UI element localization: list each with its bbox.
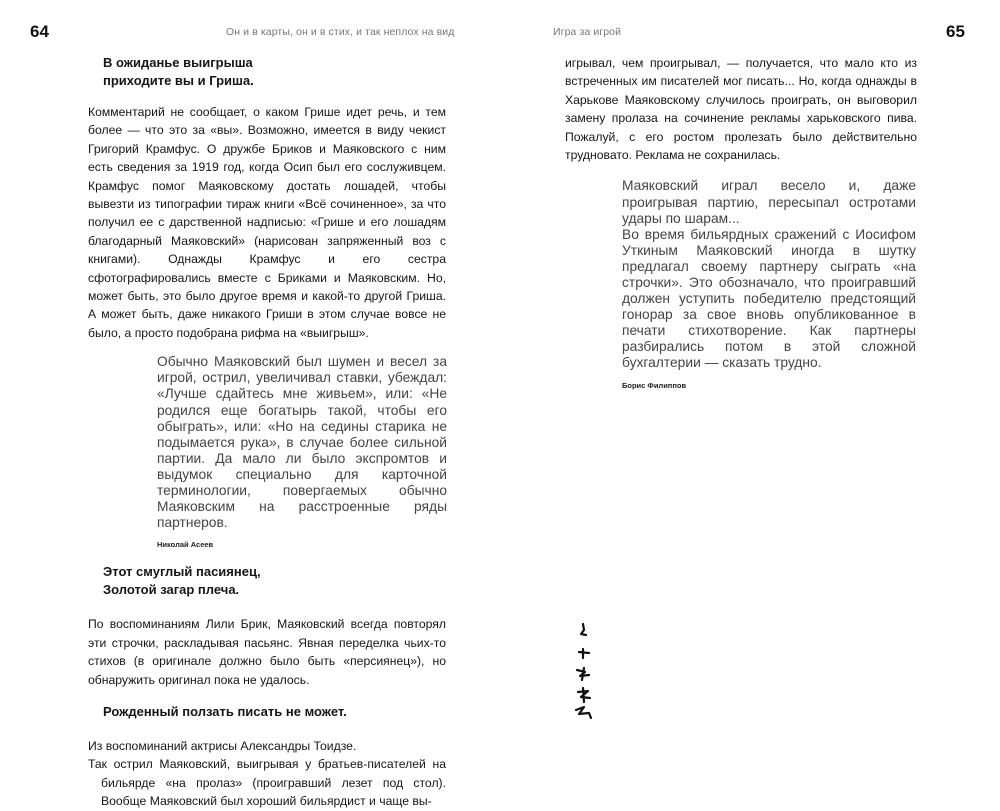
commentary-paragraph-4: Так острил Маяковский, выигрывая у братьев-писателей на бильярде «на пролаз» (проигравший лезет под стол). Вообще Маяковский был хороший бильярдист и чаще вы- [88, 757, 446, 809]
commentary-paragraph-continued: игрывал, чем проигрывал, — получается, что мало кто из встреченных им писателей мог писать... Но, когда однажды в Харькове Маяковскому случилось проиграть, он выговорил замену пролаза на сочинение рекламы харьковского пива. Пожалуй, с его ростом пролезать было действительно трудновато. Реклама не сохранилась. [565, 56, 917, 163]
quote-author: Борис Филиппов [622, 380, 687, 390]
left-running-head: Он и в карты, он и в стих, и так неплох на вид [226, 26, 455, 38]
verse-epigraph-2: Этот смуглый пасиянец, Золотой загар плеча. [103, 564, 261, 598]
quote-block-filippov [622, 178, 916, 389]
right-page-number: 65 [946, 22, 965, 41]
handwritten-signature-icon [571, 622, 597, 720]
verse-epigraph-1: В ожиданье выигрыша приходите вы и Гриша. [103, 55, 254, 88]
quote-text: Обычно Маяковский был шумен и весел за игрой, острил, увеличивал ставки, убеждал: «Лучше сдайтесь мне живьем», или: «Не родился еще богатырь такой, чтобы его обыграть», или: «Но на седины старика не подымается рука», в случае более сильной партии. Да мало ли было экспромтов и выдумок специально для карточной терминологии, повергаемых обычно Маяковским на расстроенные ряды партнеров. [157, 354, 447, 531]
quote-block-aseev [157, 354, 447, 549]
quote-text: Маяковский играл весело и, даже проигрывая партию, пересыпал остротами удары по шарам... Во время бильярдных сражений с Иосифом Уткиным Маяковский иногда в шутку предлагал своему партнеру сыграть «на строчки». Это обозначало, что проигравший должен уступить победителю предстоящий гонорар за свое вновь опубликованное в печати стихотворение. Как партнеры разбирались потом в этой сложной бухгалтерии — сказать трудно. [622, 178, 916, 371]
commentary-paragraph-1: Комментарий не сообщает, о каком Грише идет речь, и тем более — что это за «вы». Возможно, имеется в виду чекист Григорий Крамфус. О дружбе Бриков и Маяковского с ним есть сведения за 1919 год, когда Осип был его сослуживцем. Крамфус помог Маяковскому достать лошадей, чтобы вывезти из типографии тираж книги «Всё сочиненное», за что получил ее с дарственной надписью: «Грише и его лошадям благодарный Маяковский» (нарисован запряженный воз с книгами). Однажды Крамфус и его сестра сфотографировались вместе с Бриками и Маяковским. Но, может быть, это было другое время и какой-то другой Гриша. А может быть, даже никакого Гриши в этом случае вовсе не было, а просто подобрана рифма на «выигрыш». [88, 105, 446, 340]
verse-epigraph-3: Рожденный ползать писать не может. [103, 703, 347, 719]
right-running-head: Игра за игрой [553, 26, 622, 38]
commentary-paragraph-2: По воспоминаниям Лили Брик, Маяковский всегда повторял эти строчки, раскладывая пасьянс. Явная переделка чьих-то стихов (в оригинале должно было быть «персиянец»), но обнаружить оригинал пока не удалось. [88, 617, 446, 687]
right-page-column [565, 54, 917, 390]
left-page-number: 64 [30, 22, 49, 41]
left-page-column [88, 54, 446, 811]
commentary-paragraph-3: Из воспоминаний актрисы Александры Тоидзе. [88, 738, 357, 753]
quote-author: Николай Асеев [157, 540, 214, 550]
